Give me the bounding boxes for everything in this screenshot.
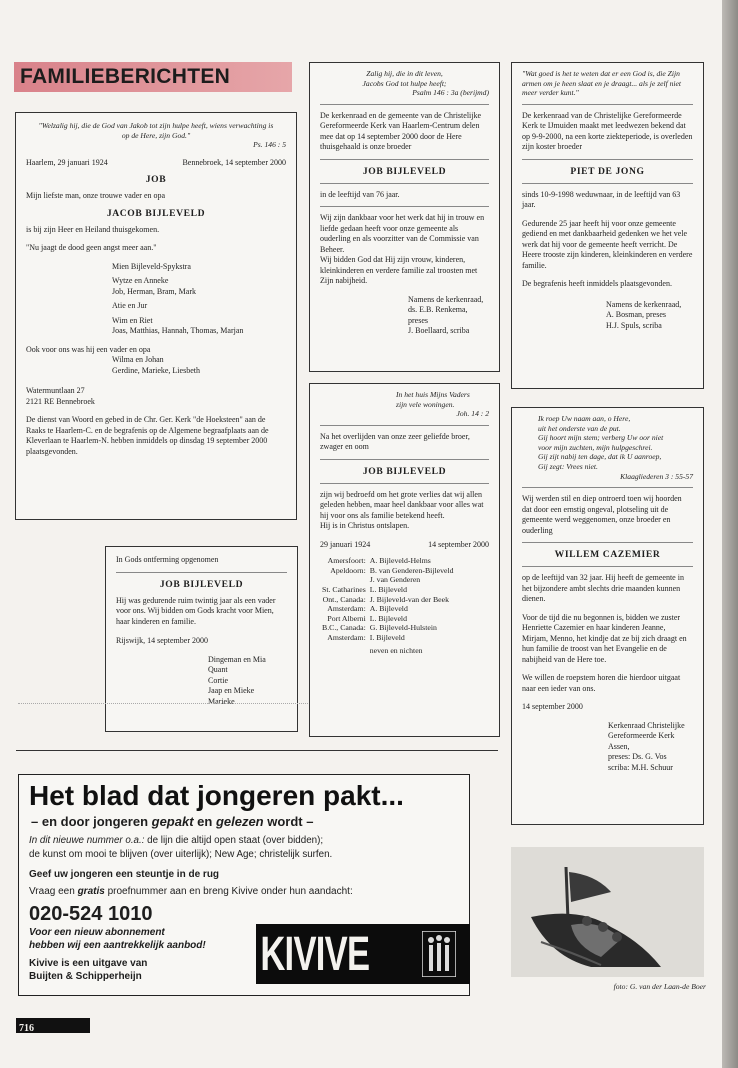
signer: preses: Ds. G. Vos (608, 752, 667, 762)
promo-issue (29, 834, 459, 862)
signer: H.J. Spuls, scriba (606, 320, 662, 330)
divider (320, 159, 489, 160)
service-info: De dienst van Woord en gebed in de Chr. Ger. Kerk "de Hoeksteen" aan de Raaks te Haarlem-C. en de begrafenis op de Algemene begraafplaats aan de Kleverlaan te Haarlem-N. hebben inmiddels op dinsdag 19 september 2000 plaatsgevonden. (26, 415, 269, 456)
quote-line: Ik roep Uw naam aan, o Here, (538, 414, 631, 423)
signer: J. Boellaard, scriba (408, 326, 470, 336)
deceased-name: PIET DE JONG (570, 165, 645, 177)
extra-line: Wilma en Johan (112, 355, 164, 365)
family-line: Atie en Jur (112, 301, 148, 311)
place: Amsterdam: (327, 604, 366, 614)
quote-line: zijn vele woningen. (396, 399, 455, 409)
divider (522, 159, 693, 160)
place: Ont., Canada: (322, 594, 366, 604)
signer: Kerkenraad Christelijke (608, 720, 685, 730)
age: in de leeftijd van 76 jaar. (320, 189, 400, 199)
ask-gratis: gratis (77, 886, 105, 897)
divider (522, 183, 693, 184)
obituary-willem-cazemier (511, 407, 704, 825)
death-place-date: Bennebroek, 14 september 2000 (182, 157, 286, 167)
kivive-logo (256, 924, 470, 984)
nickname: JOB (145, 174, 167, 186)
issue-text: de lijn die altijd open staat (over bidden); (144, 835, 324, 846)
signer: ds. E.B. Renkema, preses (408, 305, 468, 325)
place-row (320, 595, 456, 605)
divider (320, 425, 489, 426)
birth-date: 29 januari 1924 (320, 539, 371, 549)
obituary-job-rijswijk (105, 546, 298, 732)
family-names: J. van Genderen (369, 575, 421, 585)
page-number-bar (16, 1018, 90, 1033)
text: We willen de roepstem horen die hierdoor uitgaat naar een ieder van ons. (522, 673, 681, 693)
text: sinds 10-9-1998 weduwnaar, in de leeftijd van 63 jaar. (522, 189, 681, 210)
signer: A. Bosman, preses (606, 310, 666, 320)
quote-ref: Ps. 146 : 5 (253, 140, 286, 150)
promo-phone: 020-524 1010 (29, 903, 153, 925)
text: Wij zijn dankbaar voor het werk dat hij in trouw en liefde gedaan heeft voor onze gemeente als ouderling en als voorzitter van de Commissie van Beheer. (320, 213, 485, 254)
signers (320, 295, 489, 337)
family-list (26, 262, 286, 337)
quote-line: Jacobs God tot hulpe heeft; (362, 78, 447, 88)
quote-line: Gij zijt nabij ten dage, dat ik U aanroep, (538, 452, 662, 462)
boat-photo (511, 847, 704, 977)
logo-text: KIVIVE (260, 927, 370, 981)
address-street: Watermuntlaan 27 (26, 386, 85, 396)
family-names: G. Bijleveld-Hulstein (369, 623, 437, 633)
deceased-name: JOB BIJLEVELD (362, 165, 447, 177)
text: Na het overlijden van onze zeer geliefde broer, zwager en oom (320, 431, 470, 452)
places-table (320, 556, 456, 655)
publisher-line: Buijten & Schipperheijn (29, 971, 142, 982)
place (320, 575, 368, 585)
text: Wij werden stil en diep ontroerd toen wij hoorden dat door een ernstig ongeval, plotseling uit de gemeente werd weggenomen, onze broeder en ouderling (522, 494, 682, 535)
divider (522, 566, 693, 567)
signers (522, 300, 693, 332)
divider (320, 206, 489, 207)
signer: Marieke (208, 696, 235, 706)
figures-icon (422, 931, 456, 977)
quote-line: In het huis Mijns Vaders (396, 390, 470, 399)
quote-ref: Klaagliederen 3 : 55-57 (620, 471, 693, 481)
family-line: Mien Bijleveld-Spykstra (112, 261, 191, 271)
quote (320, 390, 489, 419)
family-line: Wim en Riet (112, 315, 153, 325)
page-edge (722, 0, 738, 1068)
divider (116, 572, 287, 573)
quote-line: uit het onderste van de put. (538, 423, 621, 433)
promo-support: Geef uw jongeren een steuntje in de rug (29, 869, 220, 880)
divider (320, 183, 489, 184)
boat-sculpture-icon (511, 847, 704, 977)
section-title: FAMILIEBERICHTEN (20, 65, 231, 88)
signer: Namens de kerkenraad, (606, 299, 682, 309)
text: De kerkenraad van de Christelijke Gereformeerde Kerk te IJmuiden maakt met leedwezen bekend dat op 9-9-2000, na een korte ziekteperiode, is overleden zijn koster broeder (522, 110, 693, 152)
column-rule (16, 750, 498, 751)
intro: In Gods ontferming opgenomen (116, 555, 219, 564)
place: St. Catharines (322, 585, 366, 595)
signer: Gereformeerde Kerk Assen, (608, 731, 675, 751)
quote-ref: Joh. 14 : 2 (456, 409, 489, 419)
family-line: Wytze en Anneke (112, 276, 169, 286)
birth-place-date: Haarlem, 29 januari 1924 (26, 157, 108, 167)
quote: "Welzalig hij, die de God van Jakob tot zijn hulpe heeft, wiens verwachting is op de Here, zijn God." (38, 121, 274, 140)
obituary-job-church-haarlem (309, 62, 500, 372)
divider (522, 487, 693, 488)
place: Amsterdam: (327, 633, 366, 643)
place: B.C., Canada: (322, 623, 366, 633)
signers (522, 721, 693, 774)
signer: Namens de kerkenraad, (408, 294, 484, 304)
page-number: 716 (19, 1023, 34, 1034)
place: Apeldoorn: (330, 565, 366, 575)
issue-text: de kunst om mooi te blijven (over uiterlijk); New Age; christelijk surfen. (29, 849, 333, 860)
verse: "Nu jaagt de dood geen angst meer aan." (26, 243, 157, 253)
deceased-name: JOB BIJLEVELD (362, 465, 447, 477)
publisher-line: Kivive is een uitgave van (29, 958, 148, 969)
address-city: 2121 RE Bennebroek (26, 396, 95, 406)
dotted-divider (18, 703, 318, 704)
text: zijn wij bedroefd om het grote verlies dat wij allen geleden hebben, maar heel dankbaar voor alles wat hij voor ons als familie betekend heeft. (320, 489, 484, 520)
deceased-name: JACOB BIJLEVELD (106, 207, 206, 219)
place: Amersfoort: (327, 556, 366, 566)
ask-text: proefnummer aan en breng Kivive onder hun aandacht: (104, 886, 353, 897)
obituary-job-family (15, 112, 297, 520)
family-names: A. Bijleveld-Helms (369, 556, 431, 566)
quote-ref: Psalm 146 : 3a (berijmd) (412, 88, 489, 98)
quote (522, 414, 693, 481)
text: Hij was gedurende ruim twintig jaar als een vader voor ons. Wij bidden om Gods kracht voor Mien, haar kinderen en familie. (116, 595, 276, 626)
divider (320, 459, 489, 460)
deceased-name: JOB BIJLEVELD (159, 578, 244, 590)
quote-line: voor mijn zuchten, mijn hulpgeschrei. (538, 442, 653, 452)
divider (320, 483, 489, 484)
family-names: I. Bijleveld (369, 633, 405, 643)
signer: scriba: M.H. Schuur (608, 762, 673, 772)
text: Gedurende 25 jaar heeft hij voor onze gemeente gediend en met dankbaarheid gedenken we het vele werk dat hij voor de gemeente heeft verricht. De Heere trooste zijn kinderen, kleinkinderen en verdere familie. (522, 218, 693, 270)
ask-text: Vraag een (29, 886, 78, 897)
quote-line: Zalig hij, die in dit leven, (366, 69, 443, 78)
issue-label: In dit nieuwe nummer o.a.: (29, 835, 145, 846)
text: Hij is in Christus ontslapen. (320, 521, 410, 531)
text: De begrafenis heeft inmiddels plaatsgevonden. (522, 279, 672, 289)
place-row (320, 614, 456, 624)
place-row (320, 643, 456, 656)
text: op de leeftijd van 32 jaar. Hij heeft de gemeente in het bijzondere ambt slechts drie maanden kunnen dienen. (522, 573, 684, 604)
extra-line: Gerdine, Marieke, Liesbeth (112, 365, 200, 375)
promo-headline: Het blad dat jongeren pakt... (29, 780, 404, 811)
quote-line: Gij zegt: Vrees niet. (538, 461, 598, 471)
promo-subline: – en door jongeren gepakt en gelezen wordt – (31, 814, 314, 829)
intro: Mijn liefste man, onze trouwe vader en opa (26, 191, 166, 201)
place: Port Alberni (327, 613, 366, 623)
family-names: neven en nichten (369, 645, 423, 655)
obituary-job-siblings (309, 383, 500, 737)
signers (116, 655, 287, 708)
place-row (320, 633, 456, 643)
place-row (320, 585, 456, 595)
signer: Dingeman en Mia Quant (208, 654, 266, 674)
obituary-piet-de-jong (511, 62, 704, 389)
signer: Cortie (208, 675, 228, 685)
text: De kerkenraad en de gemeente van de Christelijke Gereformeerde Kerk van Haarlem-Centrum delen mee dat op 14 september 2000 door de Here thuisgehaald is onze broeder (320, 110, 482, 152)
date: 14 september 2000 (522, 702, 583, 712)
death-date: 14 september 2000 (428, 539, 489, 549)
promo-ask (29, 885, 459, 899)
photo-caption: foto: G. van der Laan-de Boer (613, 982, 706, 991)
offer-line: hebben wij een aantrekkelijk aanbod! (29, 940, 206, 951)
family-names: B. van Genderen-Bijleveld (369, 565, 454, 575)
place-row (320, 623, 456, 633)
place-row (320, 575, 456, 585)
family-line: Job, Herman, Bram, Mark (112, 286, 196, 296)
divider (320, 104, 489, 105)
quote: "Wat goed is het te weten dat er een God is, die Zijn armen om je heen slaat en je draagt... als je zelf niet meer verder kunt." (522, 69, 682, 98)
family-names: L. Bijleveld (369, 613, 407, 623)
family-names: L. Bijleveld (369, 585, 407, 595)
divider (522, 542, 693, 543)
place (320, 643, 368, 656)
offer-line: Voor een nieuw abonnement (29, 927, 165, 938)
extra-line: Ook voor ons was hij een vader en opa (26, 344, 151, 354)
place-row (320, 556, 456, 566)
family-names: J. Bijleveld-van der Beek (369, 594, 449, 604)
place-row (320, 566, 456, 576)
family-line: Joas, Matthias, Hannah, Thomas, Marjan (112, 326, 244, 336)
announcement: is bij zijn Heer en Heiland thuisgekomen. (26, 224, 160, 234)
text: Wij bidden God dat Hij zijn vrouw, kinderen, kleinkinderen en verdere familie zal troosten met Zijn nabijheid. (320, 255, 478, 286)
place-date: Rijswijk, 14 september 2000 (116, 636, 208, 645)
divider (522, 104, 693, 105)
signer: Jaap en Mieke (208, 686, 255, 695)
deceased-name: WILLEM CAZEMIER (554, 549, 661, 561)
quote-line: Gij hoort mijn stem; verberg Uw oor niet (538, 433, 664, 443)
family-names: A. Bijleveld (369, 604, 408, 614)
place-row (320, 604, 456, 614)
section-header (14, 62, 292, 92)
text: Voor de tijd die nu begonnen is, bidden we zuster Henriette Cazemier en haar kinderen Jeanne, Mirjam, Menno, het kindje dat ze bij zich draagt en hun familie de troost van het Evangelie en de nabijheid van de Here toe. (522, 612, 687, 664)
